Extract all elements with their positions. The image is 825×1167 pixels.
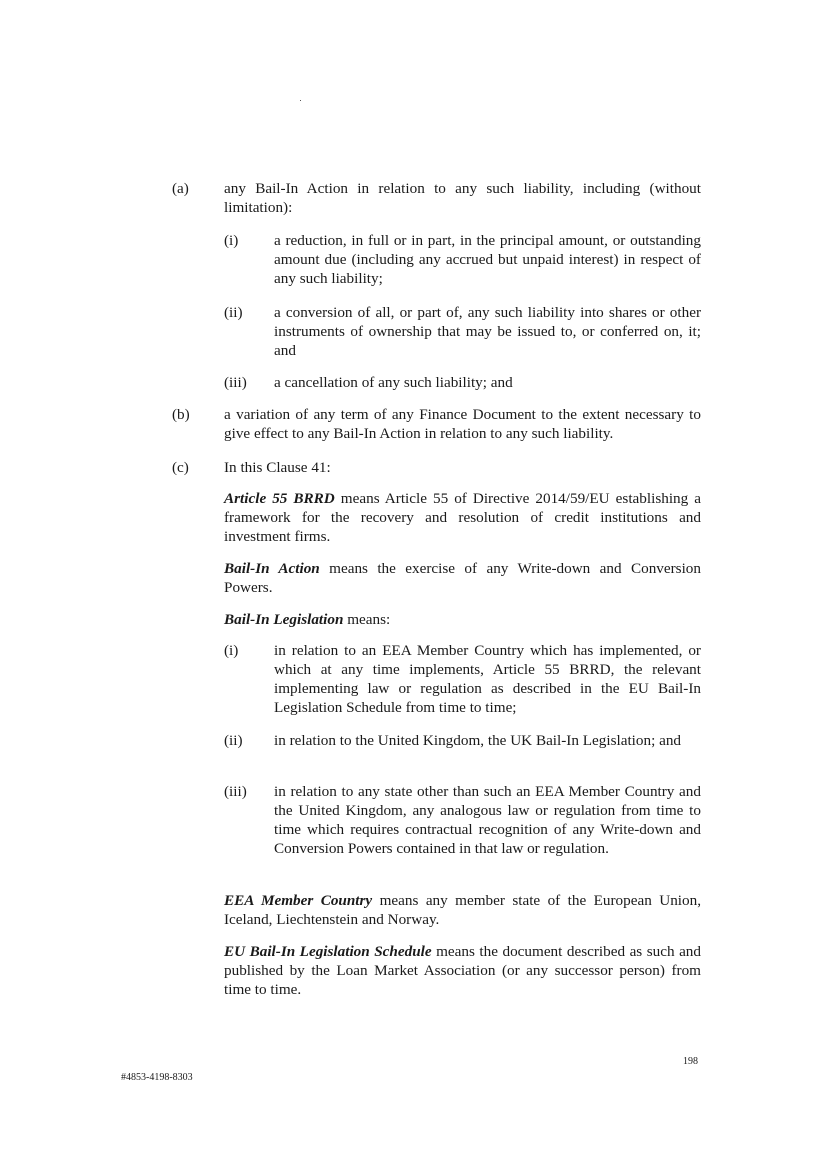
definition-text: means the document described as such and published by the Loan Market Association (or any successor person) from time to time. bbox=[224, 943, 701, 998]
clause-b-label: (b) bbox=[172, 406, 190, 423]
definition-term: Article 55 BRRD bbox=[224, 490, 335, 507]
bail-in-legislation-ii-label: (ii) bbox=[224, 732, 243, 749]
definition-text: means any member state of the European Union, Iceland, Liechtenstein and Norway. bbox=[224, 892, 702, 928]
definition-text: means Article 55 of Directive 2014/59/EU establishing a framework for the recovery and resolution of credit institutions and investment firms. bbox=[224, 490, 701, 545]
clause-a-label: (a) bbox=[172, 180, 189, 197]
document-id: #4853-4198-8303 bbox=[121, 1072, 193, 1083]
bail-in-legislation-i-text: in relation to an EEA Member Country which has implemented, or which at any time implements, Article 55 BRRD, the relevant implementing law or regulation as described in the EU Bail-In Legislation Schedule from time to time; bbox=[274, 642, 701, 716]
bail-in-legislation-iii-text: in relation to any state other than such an EEA Member Country and the United Kingdom, any analogous law or regulation from time to time which requires contractual recognition of any Write-down and Conversion Powers contained in that law or regulation. bbox=[274, 783, 701, 857]
definition-eea-member-country bbox=[224, 891, 701, 929]
clause-c-label: (c) bbox=[172, 459, 189, 476]
bail-in-legislation-ii-text: in relation to the United Kingdom, the UK Bail-In Legislation; and bbox=[274, 732, 682, 749]
definition-term: Bail-In Legislation bbox=[224, 611, 344, 628]
definition-article-55-brrd bbox=[224, 489, 701, 546]
clause-a-i-label: (i) bbox=[224, 232, 239, 249]
clause-a-text: any Bail-In Action in relation to any such liability, including (without limitation): bbox=[224, 180, 701, 216]
definition-text: means: bbox=[343, 611, 391, 628]
definition-term: EU Bail-In Legislation Schedule bbox=[224, 943, 432, 960]
clause-a-iii-text: a cancellation of any such liability; and bbox=[274, 374, 513, 391]
definition-term: Bail-In Action bbox=[224, 560, 320, 577]
page-number: 198 bbox=[683, 1056, 698, 1067]
definition-bail-in-legislation bbox=[224, 610, 701, 629]
clause-a-iii-label: (iii) bbox=[224, 374, 247, 391]
definition-text: means the exercise of any Write-down and Conversion Powers. bbox=[224, 560, 701, 596]
clause-a-i-text: a reduction, in full or in part, in the principal amount, or outstanding amount due (including any accrued but unpaid interest) in respect of any such liability; bbox=[274, 232, 701, 287]
bail-in-legislation-i-label: (i) bbox=[224, 642, 239, 659]
bail-in-legislation-iii-label: (iii) bbox=[224, 783, 247, 800]
definition-term: EEA Member Country bbox=[224, 892, 373, 909]
definition-bail-in-action bbox=[224, 559, 701, 597]
clause-a-ii-label: (ii) bbox=[224, 304, 243, 321]
clause-b-text: a variation of any term of any Finance Document to the extent necessary to give effect to any Bail-In Action in relation to any such liability. bbox=[224, 406, 701, 442]
definition-eu-bail-in-legislation-schedule bbox=[224, 942, 701, 999]
clause-a-ii-text: a conversion of all, or part of, any such liability into shares or other instruments of ownership that may be issued to, or conferred on, it; and bbox=[274, 304, 701, 359]
clause-c-text: In this Clause 41: bbox=[224, 459, 331, 476]
stray-mark bbox=[300, 100, 301, 101]
